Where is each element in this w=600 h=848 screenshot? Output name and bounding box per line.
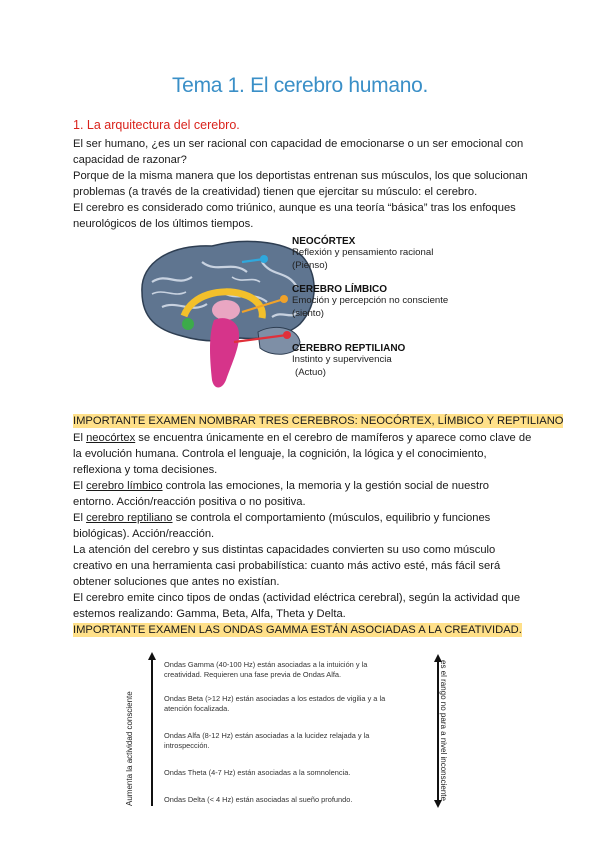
paragraph-attention: La atención del cerebro y sus distintas capacidades convierten su uso como músculo creativo en una herramienta casi probabilística: cuanto más activo esté, más fácil será obtener soluciones que antes no existían. bbox=[73, 544, 501, 589]
reptilian-line2: (Actuo) bbox=[295, 366, 326, 378]
important-note-gamma: IMPORTANTE EXAMEN LAS ONDAS GAMMA ESTÁN ASOCIADAS A LA CREATIVIDAD. bbox=[73, 624, 522, 636]
wave-theta: Ondas Theta (4-7 Hz) están asociadas a la somnolencia. bbox=[164, 768, 351, 777]
limbic-line2: (siento) bbox=[292, 307, 324, 319]
reptilian-label bbox=[292, 343, 405, 379]
reptilian-title: CEREBRO REPTILIANO bbox=[292, 343, 406, 354]
left-axis-label: Aumenta la actividad consciente bbox=[125, 691, 134, 806]
wave-gamma: Ondas Gamma (40-100 Hz) están asociadas a la intuición y la creatividad. Requieren una fase previa de Ondas Alfa. bbox=[164, 660, 368, 680]
paragraph-reptilian: El cerebro reptiliano se controla el comportamiento (músculos, equilibrio y funciones biológicas). Acción/reacción. bbox=[73, 512, 491, 541]
important-note-brains: IMPORTANTE EXAMEN NOMBRAR TRES CEREBROS: NEOCÓRTEX, LÍMBICO Y REPTILIANO bbox=[73, 415, 564, 427]
paragraph-intro: El ser humano, ¿es un ser racional con capacidad de emocionarse o un ser emocional con capacidad de razonar? bbox=[73, 138, 524, 167]
term-limbic: cerebro límbico bbox=[86, 480, 163, 492]
page-title: Tema 1. El cerebro humano. bbox=[171, 74, 428, 97]
reptilian-shape bbox=[210, 318, 239, 387]
section-title: 1. La arquitectura del cerebro. bbox=[73, 118, 240, 132]
term-neocortex: neocórtex bbox=[86, 432, 136, 444]
paragraph-limbic: El cerebro límbico controla las emociones, la memoria y la gestión social de nuestro entorno. Acción/reacción positiva o no positiva. bbox=[73, 480, 490, 509]
wave-alfa: Ondas Alfa (8-12 Hz) están asociadas a la lucidez relajada y la introspección. bbox=[164, 731, 370, 751]
limbic-label bbox=[292, 284, 448, 320]
neo-line1: Reflexión y pensamiento racional bbox=[292, 247, 434, 258]
paragraph-waves: El cerebro emite cinco tipos de ondas (actividad eléctrica cerebral), según la actividad que estemos realizando: Gamma, Beta, Alfa, Theta y Delta. bbox=[73, 592, 521, 621]
reptilian-line1: Instinto y supervivencia bbox=[292, 354, 392, 365]
paragraph-muscle: Porque de la misma manera que los deportistas entrenan sus músculos, los que solucionan problemas (a través de la creatividad) tienen que ejercitar su músculo: el cerebro. bbox=[73, 170, 528, 199]
paragraph-neocortex: El neocórtex se encuentra únicamente en el cerebro de mamíferos y aparece como clave de la evolución humana. Controla el lenguaje, la cognición, la lógica y el conocimiento, reflexiona y toma decisiones. bbox=[73, 432, 532, 477]
paragraph-triune: El cerebro es considerado como triúnico, aunque es una teoría “básica” tras los enfoques neurológicos de los últimos tiempos. bbox=[73, 202, 516, 231]
wave-delta: Ondas Delta (< 4 Hz) están asociadas al sueño profundo. bbox=[164, 795, 353, 804]
neo-title: NEOCÓRTEX bbox=[292, 236, 356, 247]
term-reptilian: cerebro reptiliano bbox=[86, 512, 173, 524]
neo-line2: (Pienso) bbox=[292, 259, 328, 271]
limbic-line1: Emoción y percepción no consciente bbox=[292, 295, 449, 306]
right-axis-label: es el rango no para a nivel inconsciente bbox=[439, 660, 448, 801]
neo-label bbox=[292, 236, 433, 272]
wave-beta: Ondas Beta (>12 Hz) están asociadas a los estados de vigilia y a la atención focalizada. bbox=[164, 694, 386, 714]
limbic-title: CEREBRO LÍMBICO bbox=[292, 284, 387, 295]
